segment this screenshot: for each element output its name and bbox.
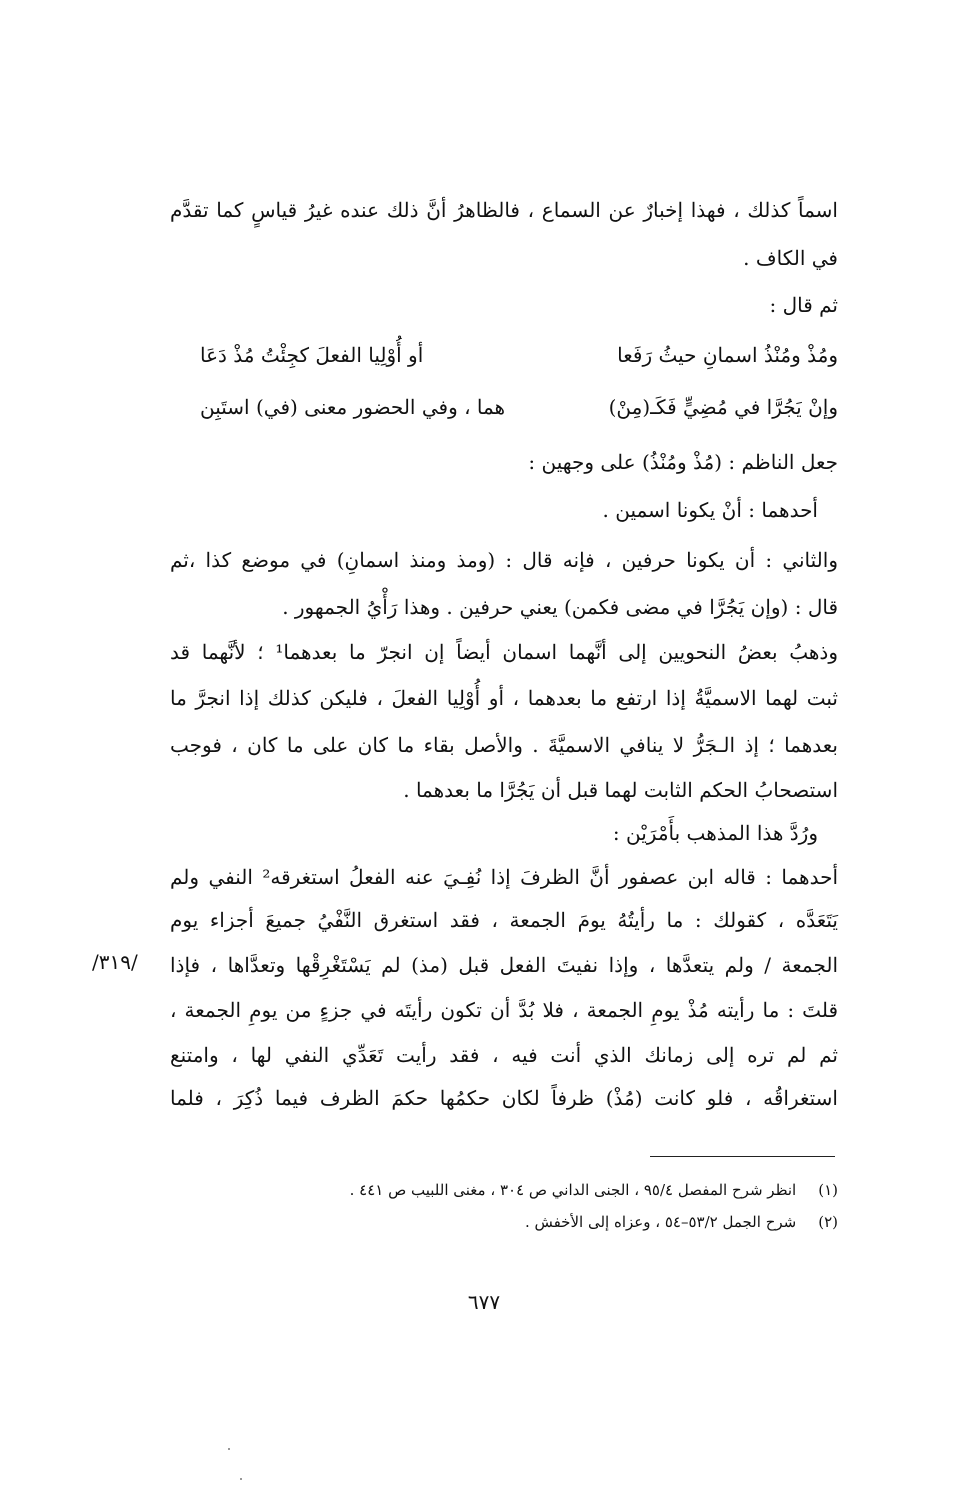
text-line-13: أحدهما : قاله ابن عصفور أنَّ الظرفَ إذا نُفِـيَ عنه الفعلُ استغرقه² النفي ولم [170, 865, 838, 889]
text-line-2: في الكاف . [743, 246, 838, 270]
text-line-18: استغراقُه ، فلو كانت (مُذْ) ظرفاً لكان حكمُها حكمَ الظرف فيما ذُكِرَ ، فلما [170, 1086, 838, 1110]
page-number: ٦٧٧ [467, 1290, 501, 1314]
scan-speck [240, 1478, 242, 1480]
text-line-7: قال : (وإن يَجُرَّا في مضى فكمن) يعني حرفين . وهذا رَأْيُ الجمهور . [282, 595, 838, 619]
footnote-1-text: انظر شرح المفصل ٩٥/٤ ، الجنى الداني ص ٣٠٤ ، مغنى اللبيب ص ٤٤١ . [349, 1181, 797, 1199]
text-line-15: الجمعة / ولم يتعدَّها ، وإذا نفيتَ الفعل قبل (مذ) لم يَسْتَغْرِقْها وتعدَّاها ، فإذا [170, 953, 838, 977]
footnote-1-number: (١) [818, 1181, 838, 1199]
verse-2-hemistich-a: وإنْ يَجُرَّا في مُضِيٍّ فَكَـ(مِنْ) [608, 395, 838, 419]
verse-1-hemistich-a: ومُذْ ومُنْذُ اسمانِ حيثُ رَفَعا [617, 343, 838, 367]
footnote-1 [350, 1178, 838, 1202]
text-line-11: استصحابُ الحكم الثابت لهما قبل أن يَجُرَّا ما بعدهما . [403, 778, 838, 802]
manuscript-folio-marker: /٣١٩/ [92, 950, 138, 974]
text-line-6: والثاني : أن يكونا حرفين ، فإنه قال : (ومذ ومنذ اسمانِ) في موضع كذا ،ثم [170, 548, 838, 572]
footnote-2-number: (٢) [818, 1213, 838, 1231]
text-line-3: ثم قال : [769, 293, 838, 317]
verse-1-hemistich-b: أو أُوْلِيا الفعلَ كجِئْتُ مُذْ دَعَا [200, 343, 424, 367]
footnote-2 [525, 1210, 838, 1234]
footnote-separator [650, 1156, 835, 1157]
text-line-9: ثبت لهما الاسميَّةُ إذا ارتفع ما بعدهما ، أو أُوْلِيا الفعلَ ، فليكن كذلك إذا انجرَّ ما [170, 686, 838, 710]
text-line-5: أحدهما : أنْ يكونا اسمين . [602, 498, 818, 522]
text-line-16: قلتَ : ما رأيته مُذْ يومِ الجمعة ، فلا بُدَّ أن تكون رأيتَه في جزءٍ من يومِ الجمعة ، [170, 998, 838, 1022]
text-line-12: ورُدَّ هذا المذهب بأَمْرَيْن : [612, 821, 818, 845]
scan-speck [228, 1448, 230, 1450]
text-line-10: بعدهما ؛ إذ الـجَرُّ لا ينافي الاسميَّةَ . والأصل بقاء ما كان على ما كان ، فوجب [170, 733, 838, 757]
verse-2-hemistich-b: هما ، وفي الحضور معنى (في) استَبِن [200, 395, 506, 419]
footnote-2-text: شرح الجمل ٥٣/٢–٥٤ ، وعزاه إلى الأخفش . [524, 1213, 797, 1231]
text-line-1: اسماً كذلك ، فهذا إخبارٌ عن السماع ، فالظاهرُ أنَّ ذلك عنده غيرُ قياسٍ كما تقدَّم [170, 198, 838, 222]
text-line-14: يَتَعَدَّه ، كقولك : ما رأيتُهُ يومَ الجمعة ، فقد استغرق النَّفْيُ جميعَ أجزاء يوم [170, 908, 838, 932]
text-line-17: ثم لم تره إلى زمانك الذي أنت فيه ، فقد رأيت تَعَدِّي النفي لها ، وامتنع [170, 1043, 838, 1067]
text-line-4: جعل الناظم : (مُذْ ومُنْذُ) على وجهين : [528, 450, 838, 474]
text-line-8: وذهبُ بعضُ النحويين إلى أنَّهما اسمان أيضاً إن انجرّ ما بعدهما¹ ؛ لأنَّهما قد [170, 640, 838, 664]
